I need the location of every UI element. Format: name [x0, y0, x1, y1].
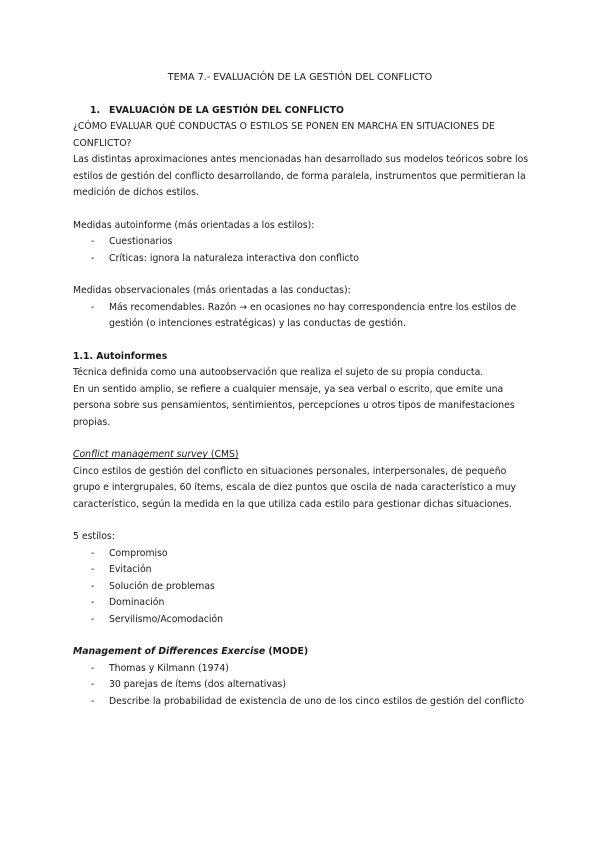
list-item: - Compromiso	[73, 546, 533, 562]
cms-title-italic: Conflict management survey	[73, 449, 208, 461]
section-question: ¿CÓMO EVALUAR QUÉ CONDUCTAS O ESTILOS SE PONEN EN MARCHA EN SITUACIONES DE CONFLICTO?	[73, 121, 495, 149]
section-heading	[73, 103, 533, 119]
mode-title-rest: (MODE)	[265, 646, 309, 658]
list-item: - Describe la probabilidad de existencia de uno de los cinco estilos de gestión del conflicto	[73, 694, 533, 710]
list-item: - Más recomendables. Razón → en ocasiones no hay correspondencia entre los estilos de gestión (o intenciones estratégicas) y las conductas de gestión.	[73, 300, 533, 333]
list-item: - Solución de problemas	[73, 579, 533, 595]
cms-styles-list	[73, 546, 533, 628]
section-number: 1.	[90, 105, 101, 116]
cms-title-rest: (CMS)	[207, 449, 239, 461]
mode-list	[73, 661, 533, 710]
mode-heading	[73, 644, 533, 660]
list-item: - Thomas y Kilmann (1974)	[73, 661, 533, 677]
observational-label: Medidas observacionales (más orientadas a las conductas):	[73, 285, 351, 297]
subsection-line-1: Técnica definida como una autoobservación que realiza el sujeto de su propia conducta.	[73, 367, 484, 379]
list-item: - Críticas: ignora la naturaleza interactiva don conflicto	[73, 251, 533, 267]
document-body	[73, 103, 533, 710]
subsection-line-2: En un sentido amplio, se refiere a cualquier mensaje, ya sea verbal o escrito, que emite una persona sobre sus pensamientos, sentimientos, percepciones u otros tipos de manifestaciones propias.	[73, 383, 515, 428]
document-title: TEMA 7.- EVALUACIÓN DE LA GESTIÓN DEL CONFLICTO	[167, 72, 433, 83]
mode-title-italic: Management of Differences Exercise	[73, 646, 266, 658]
list-item: - Dominación	[73, 595, 533, 611]
list-item: - 30 parejas de ítems (dos alternativas)	[73, 677, 533, 693]
list-item: - Cuestionarios	[73, 234, 533, 250]
observational-list	[73, 300, 533, 333]
subsection-heading: 1.1. Autoinformes	[73, 351, 168, 363]
cms-heading	[73, 447, 533, 463]
section-intro: Las distintas aproximaciones antes mencionadas han desarrollado sus modelos teóricos sobre los estilos de gestión del conflicto desarrollando, de forma paralela, instrumentos que permitieran la medición de dichos estilos.	[73, 154, 529, 199]
list-item: - Servilismo/Acomodación	[73, 612, 533, 628]
section-heading-text: EVALUACIÓN DE LA GESTIÓN DEL CONFLICTO	[109, 105, 344, 116]
cms-styles-label: 5 estilos:	[73, 531, 115, 543]
self-report-list	[73, 234, 533, 267]
cms-description: Cinco estilos de gestión del conflicto en situaciones personales, interpersonales, de pequeño grupo e intergrupales, 60 ítems, escala de diez puntos que oscila de nada característico a muy característico, según la medida en la que utiliza cada estilo para gestionar dichas situaciones.	[73, 465, 516, 510]
list-item: - Evitación	[73, 562, 533, 578]
self-report-label: Medidas autoinforme (más orientadas a los estilos):	[73, 219, 315, 231]
